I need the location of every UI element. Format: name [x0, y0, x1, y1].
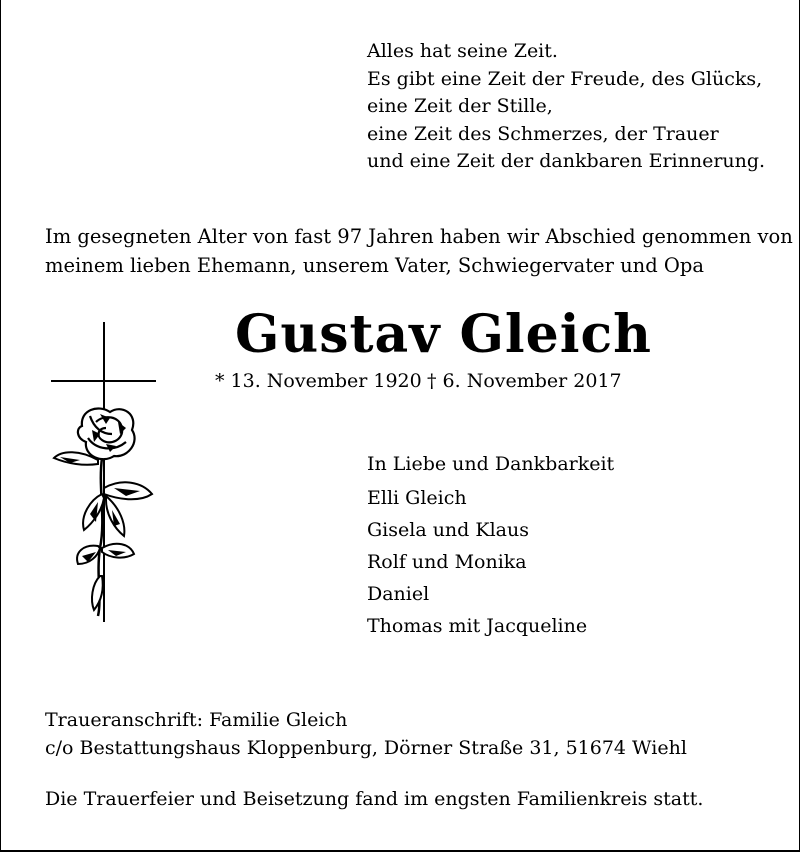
poem-line: eine Zeit der Stille, [367, 95, 553, 117]
intro-text [45, 222, 793, 280]
birth-date: * 13. November 1920 [215, 370, 422, 392]
family-member: Thomas mit Jacqueline [367, 615, 588, 637]
intro-line-2: meinem lieben Ehemann, unserem Vater, Schwiegervater und Opa [45, 254, 704, 277]
mourning-address [45, 706, 687, 762]
intro-line-1: Im gesegneten Alter von fast 97 Jahren haben wir Abschied genommen von [45, 225, 793, 248]
poem-line: Alles hat seine Zeit. [367, 40, 558, 62]
family-member: Rolf und Monika [367, 551, 527, 573]
poem-line: und eine Zeit der dankbaren Erinnerung. [367, 150, 766, 172]
family-list [367, 448, 614, 642]
cross-with-rose-icon [40, 318, 170, 624]
deceased-name: Gustav Gleich [235, 304, 652, 365]
poem-line: eine Zeit des Schmerzes, der Trauer [367, 122, 719, 145]
address-line-2: c/o Bestattungshaus Kloppenburg, Dörner Straße 31, 51674 Wiehl [45, 737, 687, 759]
death-date: † 6. November 2017 [427, 370, 622, 392]
ceremony-note: Die Trauerfeier und Beisetzung fand im engsten Familienkreis statt. [45, 788, 704, 810]
family-member: Daniel [367, 583, 430, 605]
poem [367, 38, 765, 176]
address-line-1: Traueranschrift: Familie Gleich [45, 709, 348, 731]
family-heading: In Liebe und Dankbarkeit [367, 453, 615, 475]
poem-line: Es gibt eine Zeit der Freude, des Glücks, [367, 67, 763, 90]
family-member: Gisela und Klaus [367, 519, 529, 541]
family-member: Elli Gleich [367, 487, 467, 509]
